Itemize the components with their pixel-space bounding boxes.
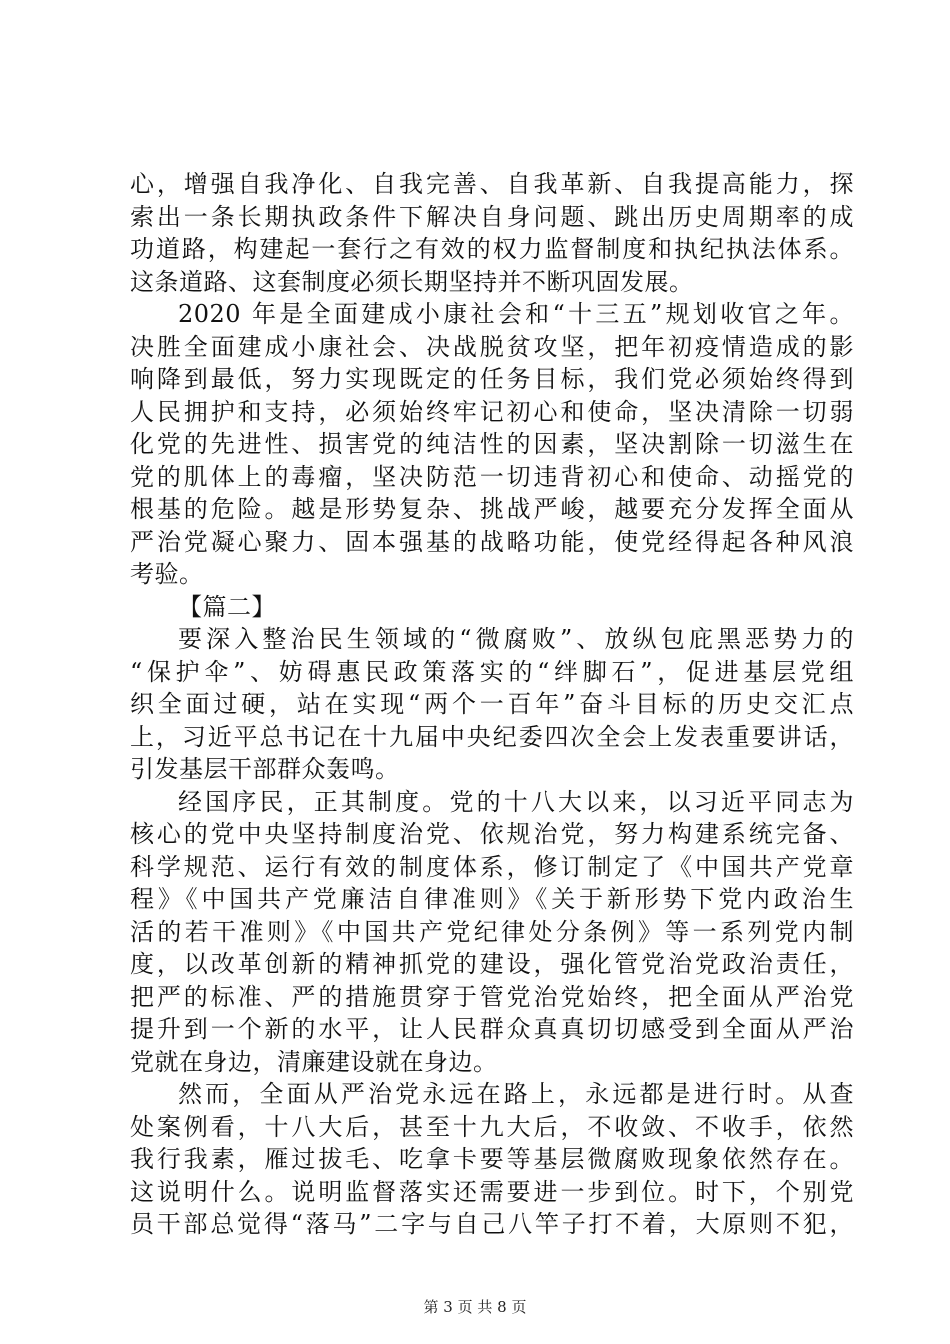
text-line: 程》《中国共产党廉洁自律准则》《关于新形势下党内政治生 (130, 885, 854, 913)
text-line: 把严的标准、严的措施贯穿于管党治党始终，把全面从严治党 (130, 982, 854, 1011)
text-line: 提升到一个新的水平，让人民群众真真切切感受到全面从严治 (130, 1015, 854, 1043)
text-line: 上，习近平总书记在十九届中央纪委四次全会上发表重要讲话， (130, 722, 854, 751)
text-line: 索出一条长期执政条件下解决自身问题、跳出历史周期率的成 (130, 202, 854, 231)
text-line: 这条道路、这套制度必须长期坚持并不断巩固发展。 (130, 267, 694, 296)
text-line: 【篇二】 (178, 592, 276, 621)
text-line: 考验。 (130, 560, 204, 588)
text-line: 活的若干准则》《中国共产党纪律处分条例》等一系列党内制 (130, 917, 854, 946)
text-line: 科学规范、运行有效的制度体系，修订制定了《中国共产党章 (130, 852, 854, 881)
text-line: 严治党凝心聚力、固本强基的战略功能，使党经得起各种风浪 (130, 527, 854, 556)
text-line: 决胜全面建成小康社会、决战脱贫攻坚，把年初疫情造成的影 (130, 332, 854, 361)
text-line: 人民拥护和支持，必须始终牢记初心和使命，坚决清除一切弱 (130, 397, 854, 426)
text-line: 经国序民，正其制度。党的十八大以来，以习近平同志为 (178, 787, 854, 816)
text-line: 心，增强自我净化、自我完善、自我革新、自我提高能力，探 (130, 170, 854, 198)
text-line: “保护伞”、妨碍惠民政策落实的“绊脚石”，促进基层党组 (130, 657, 854, 686)
text-line: 处案例看，十八大后，甚至十九大后，不收敛、不收手，依然 (130, 1112, 854, 1141)
text-line: 响降到最低，努力实现既定的任务目标，我们党必须始终得到 (130, 365, 854, 393)
text-line: 这说明什么。说明监督落实还需要进一步到位。时下，个别党 (130, 1177, 854, 1206)
page-footer: 第 3 页 共 8 页 (423, 1298, 527, 1316)
text-line: 党的肌体上的毒瘤，坚决防范一切违背初心和使命、动摇党的 (130, 462, 854, 491)
text-line: 员干部总觉得“落马”二字与自己八竿子打不着，大原则不犯， (130, 1210, 854, 1238)
text-line: 织全面过硬，站在实现“两个一百年”奋斗目标的历史交汇点 (130, 690, 854, 718)
text-line: 度，以改革创新的精神抓党的建设，强化管党治党政治责任， (130, 950, 854, 978)
text-line: 化党的先进性、损害党的纯洁性的因素，坚决割除一切滋生在 (130, 430, 854, 458)
text-line: 党就在身边，清廉建设就在身边。 (130, 1047, 498, 1076)
text-line: 2020 年是全面建成小康社会和“十三五”规划收官之年。 (178, 300, 854, 328)
text-line: 我行我素，雁过拔毛、吃拿卡要等基层微腐败现象依然存在。 (130, 1145, 854, 1173)
text-line: 要深入整治民生领域的“微腐败”、放纵包庇黑恶势力的 (178, 625, 854, 653)
text-line: 核心的党中央坚持制度治党、依规治党，努力构建系统完备、 (130, 820, 854, 848)
text-line: 根基的危险。越是形势复杂、挑战严峻，越要充分发挥全面从 (130, 495, 854, 523)
body-text (130, 168, 854, 1241)
text-line: 引发基层干部群众轰鸣。 (130, 755, 400, 783)
text-line: 然而，全面从严治党永远在路上，永远都是进行时。从查 (178, 1080, 854, 1108)
text-line: 功道路，构建起一套行之有效的权力监督制度和执纪执法体系。 (130, 235, 854, 263)
